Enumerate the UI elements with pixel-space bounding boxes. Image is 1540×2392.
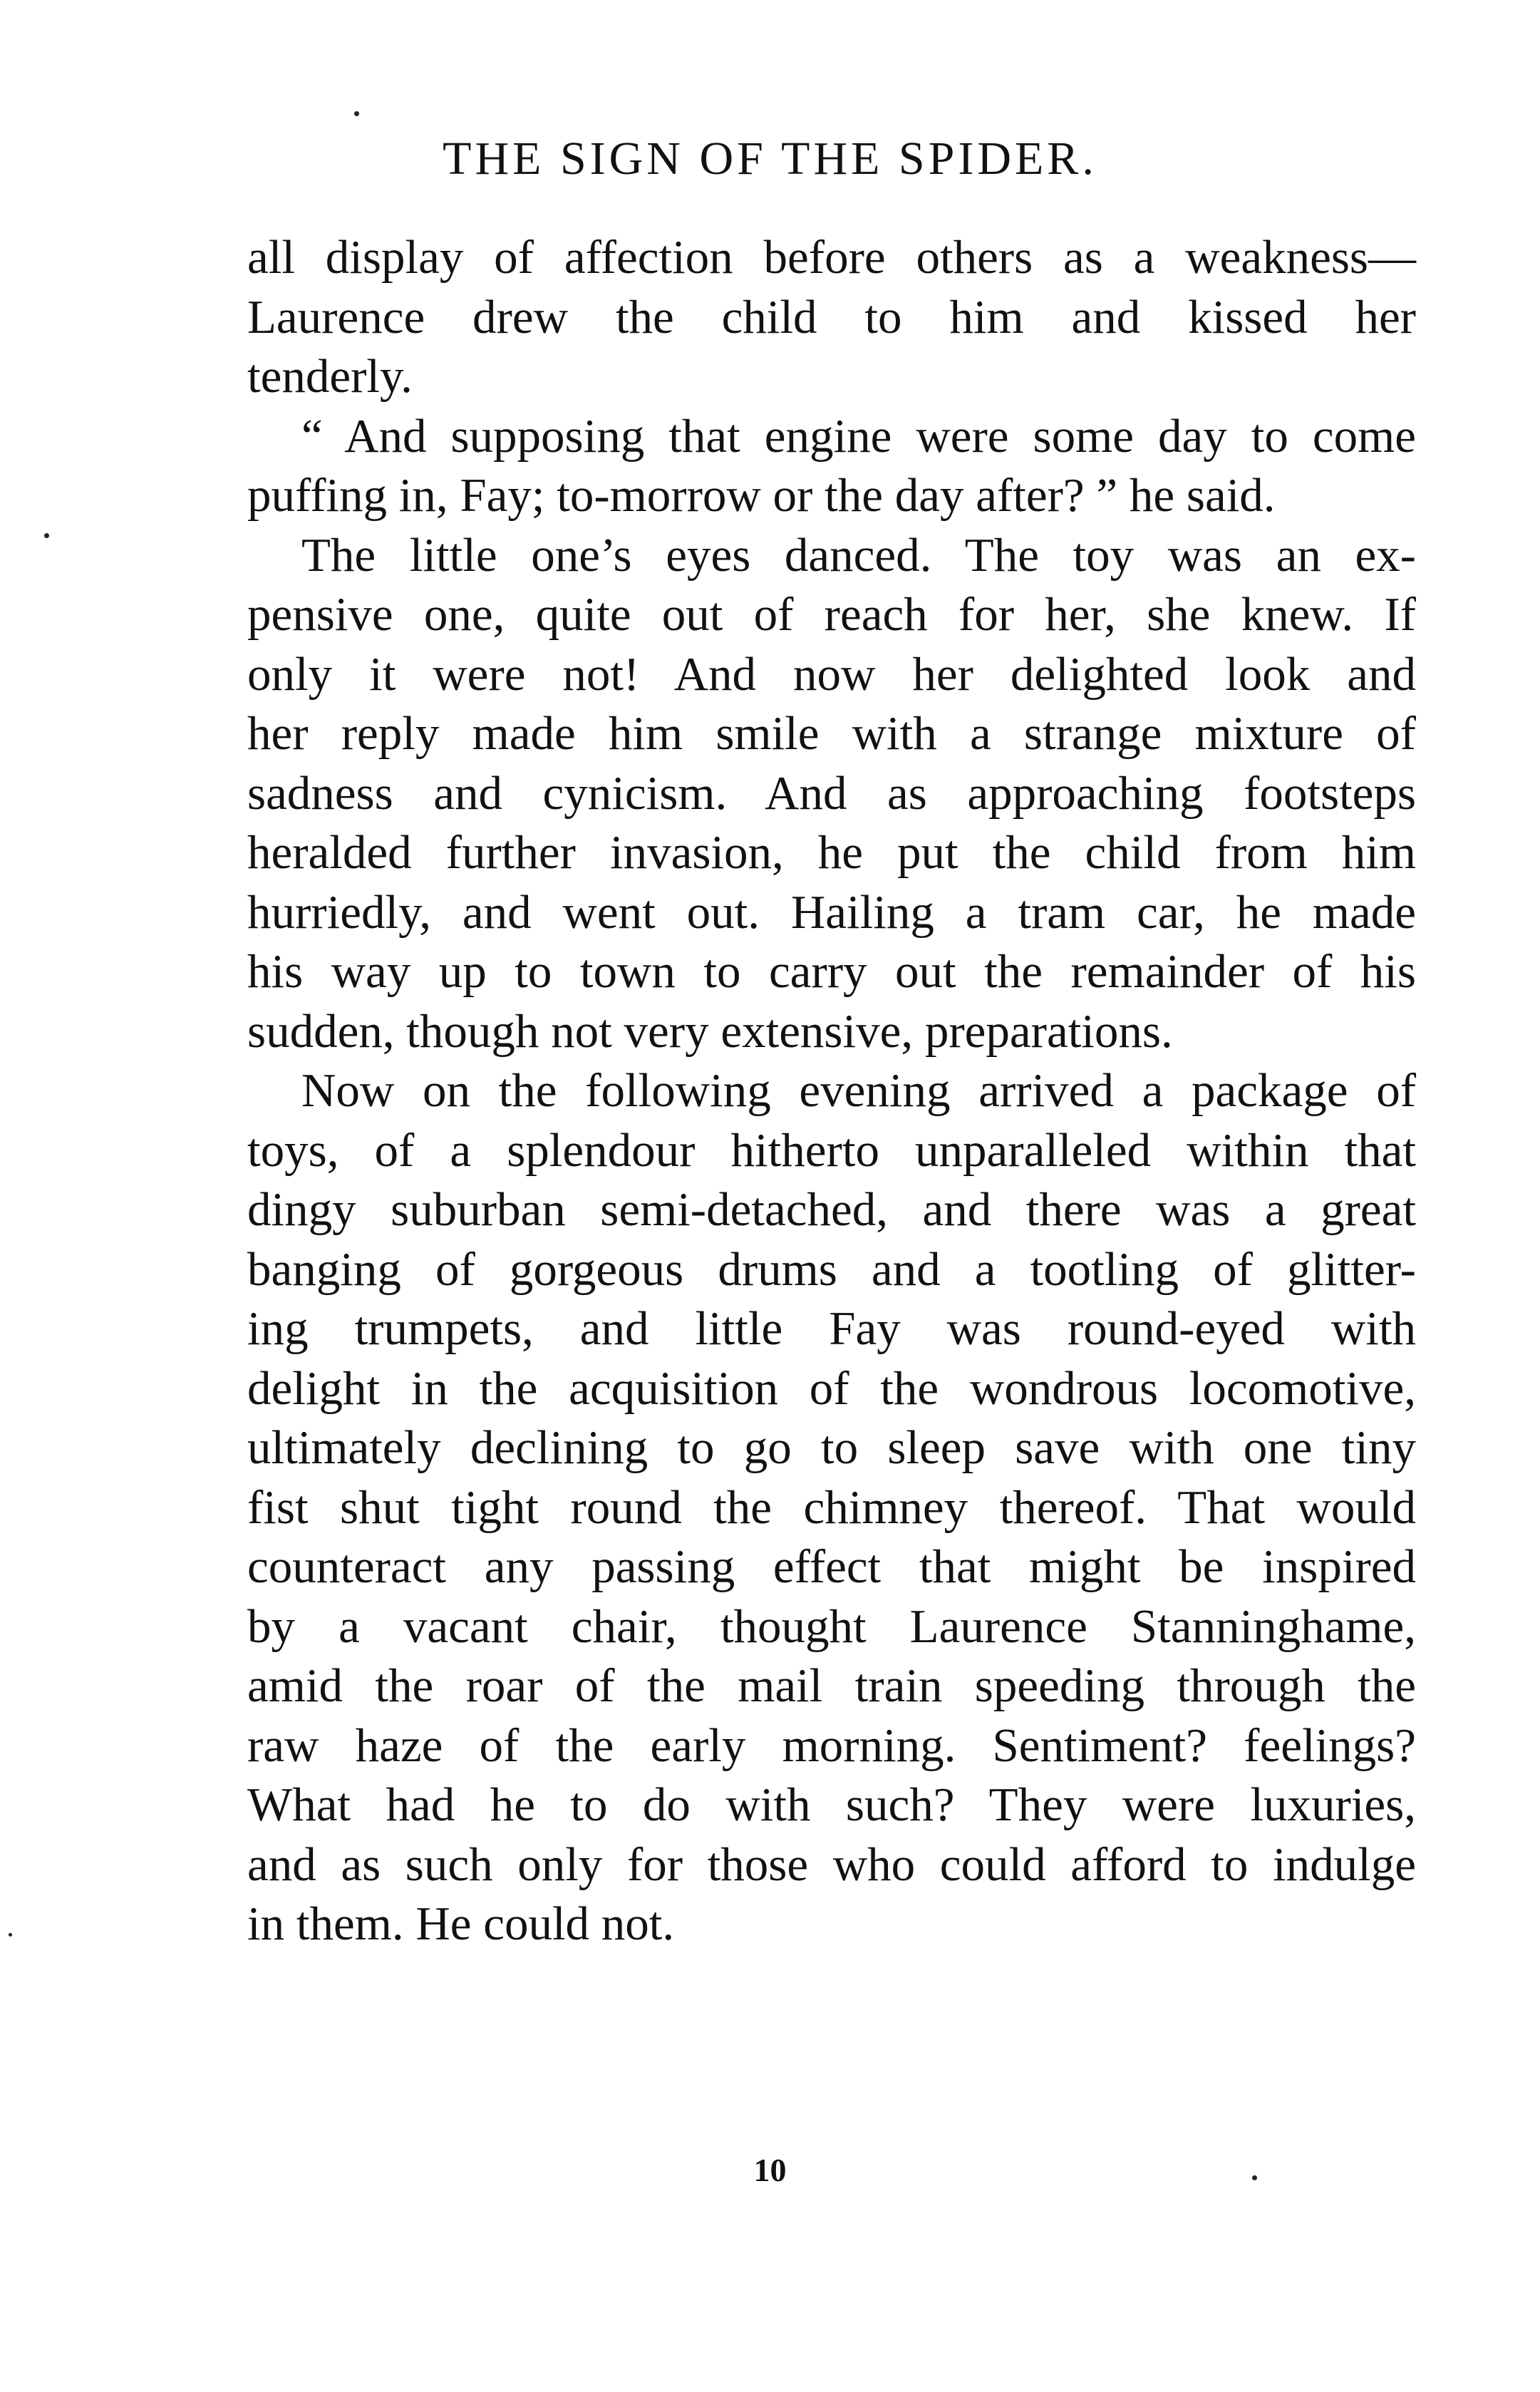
text-line: heralded further invasion, he put the child from him — [247, 826, 1416, 879]
text-line: all display of affection before others as a weakness— — [247, 231, 1416, 284]
text-line: pensive one, quite out of reach for her, she knew. If — [247, 588, 1416, 641]
text-line: counteract any passing effect that might be inspired — [247, 1540, 1416, 1593]
text-line: amid the roar of the mail train speeding through the — [247, 1659, 1416, 1712]
text-line: toys, of a splendour hitherto unparalleled within that — [247, 1123, 1416, 1177]
text-line: his way up to town to carry out the remainder of his — [247, 945, 1416, 998]
text-line: her reply made him smile with a strange mixture of — [247, 707, 1416, 760]
text-line: by a vacant chair, thought Laurence Stanninghame, — [247, 1599, 1416, 1653]
text-line: hurriedly, and went out. Hailing a tram car, he made — [247, 885, 1416, 939]
body-text — [247, 228, 1416, 1954]
text-line: What had he to do with such? They were luxuries, — [247, 1778, 1416, 1831]
text-line: Laurence drew the child to him and kissed her — [247, 290, 1416, 344]
text-line: Now on the following evening arrived a package of — [301, 1064, 1416, 1117]
print-speck — [9, 1933, 12, 1937]
print-speck — [44, 533, 49, 538]
page-number: 10 — [753, 2152, 787, 2188]
text-line: puffing in, Fay; to-morrow or the day after? ” he said. — [247, 469, 1276, 522]
running-head: THE SIGN OF THE SPIDER. — [443, 133, 1097, 185]
text-line: and as such only for those who could afford to indulge — [247, 1837, 1416, 1891]
text-line: banging of gorgeous drums and a tootling of glitter- — [247, 1242, 1416, 1296]
text-line: ultimately declining to go to sleep save with one tiny — [247, 1421, 1416, 1474]
text-line: delight in the acquisition of the wondrous locomotive, — [247, 1361, 1416, 1415]
print-speck — [354, 111, 359, 116]
text-line: ing trumpets, and little Fay was round-eyed with — [247, 1302, 1416, 1355]
text-line: raw haze of the early morning. Sentiment? feelings? — [247, 1718, 1416, 1772]
text-line: The little one’s eyes danced. The toy was an ex- — [301, 528, 1416, 582]
text-line: tenderly. — [247, 350, 413, 403]
text-line: dingy suburban semi-detached, and there was a great — [247, 1183, 1416, 1236]
text-line: fist shut tight round the chimney thereof. That would — [247, 1480, 1416, 1534]
text-line: sadness and cynicism. And as approaching footsteps — [247, 766, 1416, 820]
text-line: sudden, though not very extensive, preparations. — [247, 1004, 1173, 1058]
text-line: in them. He could not. — [247, 1897, 675, 1950]
text-line: “ And supposing that engine were some day to come — [301, 409, 1416, 463]
text-line: only it were not! And now her delighted look and — [247, 647, 1416, 701]
